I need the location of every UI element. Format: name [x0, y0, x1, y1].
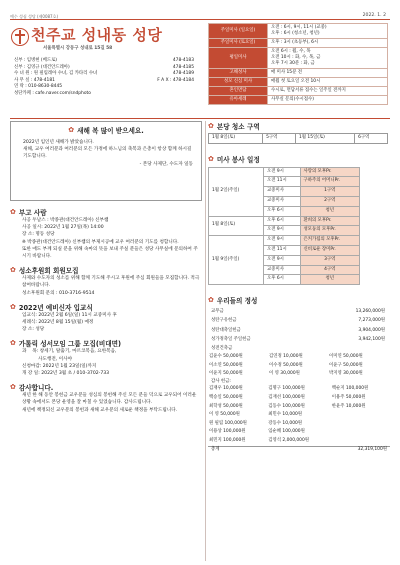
- section-heading-cleaning: ✿ 본당 청소 구역: [208, 122, 260, 131]
- schedule-row: 평일미사 오전 6시 : 월, 수, 목 오전 10시 : 화, 수, 목, 금 오후 7시 30분 : 화, 금: [209, 48, 388, 69]
- table-row: 1월 8일(토) 오후 6시 환희의 모후Pr.: [209, 216, 360, 226]
- table-row: 성탄구유헌금 7,273,000원: [211, 318, 385, 324]
- offering-total: 총계 32,319,100원: [208, 446, 390, 454]
- schedule-row: 고해성사 매 미사 15분 전: [209, 69, 388, 78]
- staff-list: [14, 58, 194, 98]
- table-row: 1월 8일(토) 5구역 1월 15일(토) 6구역: [209, 134, 388, 144]
- table-row: 오전 11시 구하주의 어머니Pr.: [209, 177, 360, 187]
- building-fund-heading: 성전건축금: [211, 346, 233, 352]
- bulletin-number: 예수 성심 성당 (제0087호): [10, 14, 59, 19]
- left-column: [10, 207, 202, 414]
- table-row: 교중미사 4구역: [209, 265, 360, 275]
- paragraph: 사공 두날스 : 박종관(대건안드레아) 신부쌤: [22, 218, 109, 223]
- schedule-row: 주일미사 (일요일) 오전 : 6시, 9시, 11시 (교중) 오후 : 6시 (청소년, 청년): [209, 24, 388, 39]
- schedule-row: 주일미사 (토요일) 오후 : 3시 (초등부), 6시: [209, 39, 388, 48]
- staff-row: 신부 : 김영규 (대건안드레아) 478-4185: [14, 64, 194, 70]
- paragraph: 개 강 일: 2022년 3월 초 / 010-3702-733: [22, 371, 110, 377]
- table-row: 백승일 50,000원 김재선 100,000원 이용주 50,000원: [209, 394, 366, 400]
- paragraph: 새년 한 해 동안 봉헌금 교우분들 성심의 봉헌해 주신 모든 분들 덕으로 교우되어 이러운 상황 속에서도 본당 운영을 잘 마칠 수 있었습니다. 감사드립니다.: [22, 393, 197, 406]
- mass-duty-table: [208, 167, 360, 286]
- table-row: 교무금 13,260,000원: [211, 309, 385, 315]
- paragraph: 사제와 수도자의 성소를 위해 함께 기도해 주시고 후원에 주심 회원들을 모집합니다. 적극 참여바랍니다.: [22, 276, 200, 289]
- schedule-row: 혼인면담 수시로, 면담서류 접수는 일주일 전까지: [209, 87, 388, 96]
- staff-row: 수 녀 원 : 원 필립레아 수녀, 김 카타리 수녀 478-4189: [14, 71, 194, 77]
- staff-row: 연 락 : 010-8630-8445: [14, 84, 63, 90]
- section-heading-thanks: ✿ 감사합니다.: [10, 383, 54, 393]
- table-row: 1월 9일(주일) 오전 9시 은커가됨의 모후Pr.: [209, 236, 360, 246]
- paragraph: 과 목: 창세기, 탈출기, 마르코복음, 요한복음,: [22, 349, 117, 355]
- church-address: 서울특별시 강동구 성내로 15길 58: [43, 46, 113, 51]
- notice-heading: ✿ 새해 복 많이 받으세요.: [68, 126, 144, 135]
- bulletin-date: 2022. 1. 2: [362, 13, 386, 18]
- staff-row: 사 무 실 : 478-4181 F A X : 478-4184: [14, 77, 194, 83]
- church-logo-icon: [11, 27, 29, 47]
- flower-icon: ✿: [10, 339, 16, 348]
- section-heading-offering: ✿ 우리들의 정성: [208, 296, 258, 306]
- table-row: 최학성 50,000원 김동수 100,000원 한윤주 10,000원: [209, 403, 366, 409]
- paragraph: 사공 일시: 2022년 1월 27일(목) 14:00: [22, 225, 104, 231]
- mass-schedule-table: [208, 23, 388, 105]
- table-row: 성가정축일 주일헌금 3,942,100원: [211, 337, 385, 343]
- section-heading-mass-duty: ✿ 미사 봉사 일정: [208, 154, 260, 164]
- paragraph: 성소후원회 문의 : 010-3716-9514: [22, 290, 95, 296]
- table-row: 1월 2일(주일) 오전 9시 사랑의 모후Pr.: [209, 167, 360, 177]
- table-row: 이용상 100,000원 임순혜 100,000원: [209, 429, 305, 435]
- schedule-row: 성모 신심 미사 매월 첫 토요일 오전 10시: [209, 78, 388, 87]
- table-row: 이윤지 50,000원 이 영 30,000원 박지영 30,000원: [209, 371, 363, 377]
- flower-icon: ✿: [208, 296, 214, 305]
- paragraph: 세례식: 2022년 8월 15일(월) 예정: [22, 320, 94, 326]
- flower-icon: ✿: [208, 122, 214, 130]
- new-year-notice: [10, 121, 202, 201]
- flower-icon: ✿: [68, 126, 75, 134]
- table-row: 오후 6시 청년: [209, 275, 360, 285]
- table-row: 원 필립 100,000원 강동수 10,000원: [209, 420, 303, 426]
- thanks-heading: 감사 헌금:: [211, 378, 231, 384]
- right-column: [208, 121, 390, 454]
- table-row: 교중미사 1구역: [209, 187, 360, 197]
- paragraph: 또한 애도 부께 되실 분을 위해 속마의 뜻을 보내 주실 분들은 성당 사무실에 문의하여 주시기 바랍니다.: [22, 246, 198, 260]
- table-row: 오전 9시 3구역: [209, 255, 360, 265]
- table-row: 오후 6시 청년: [209, 206, 360, 216]
- table-row: 성탄대축일헌금 3,904,000원: [211, 327, 385, 333]
- table-row: 교중미사 2구역: [209, 196, 360, 206]
- flower-icon: ✿: [208, 154, 214, 163]
- table-row: 김윤수 50,000원 김연정 10,000원 이미연 50,000원: [209, 353, 363, 359]
- staff-row: 신부 : 임병현 (베드로) 478-4183: [14, 58, 194, 63]
- column-divider: [205, 121, 206, 561]
- notice-body: 2022년 임인년 새해가 밝았습니다. 새해, 교우 여러분과 여러분의 모든 가정에 하느님의 축복과 은총이 항상 함께 하시길 기도합니다.: [23, 140, 192, 160]
- thanks-table: [208, 385, 388, 445]
- flower-icon: ✿: [10, 266, 16, 275]
- table-row: 이 영 50,000원 최민수 10,000원: [209, 412, 303, 418]
- flower-icon: ✿: [10, 208, 16, 216]
- table-row: 최민지 100,000원 김영석 2,000,000원: [209, 437, 310, 443]
- flower-icon: ✿: [10, 383, 16, 392]
- notice-signature: - 본당 사제단, 수도자 일동: [139, 161, 193, 167]
- paragraph: 사도행전, 이사야: [22, 356, 73, 362]
- table-row: 김재우 10,000원 김명구 100,000원 백순지 100,000원: [209, 386, 369, 392]
- paragraph: 장 소: 명동 성당: [22, 232, 55, 238]
- offering-table: [208, 307, 388, 344]
- paragraph: 입교식: 2022년 2월 6일(일) 11시 교중미사 후: [22, 312, 117, 318]
- header-rule: [10, 19, 390, 20]
- table-row: 이소연 50,000원 이수정 50,000원 이윤구 50,000원: [209, 362, 363, 368]
- paragraph: 새년에 책정되신 교우분의 봉헌과 새해 교우분의 새로운 책정을 부탁드립니다.: [22, 407, 178, 413]
- section-heading-obituary: ✿ 부고 사람: [10, 208, 47, 217]
- section-rule: [10, 118, 390, 119]
- paragraph: 신청마감: 2022년 1월 23일(일)까지: [22, 363, 97, 369]
- section-heading-vocation: ✿ 성소후원회 회원모집: [10, 266, 79, 276]
- table-row: 오전 11시 신비로운 장미Pr.: [209, 245, 360, 255]
- paragraph: ※ 박종관(대건안드레아) 신부쌤의 부제시공예 교우 여러분의 기도를 청합니다.: [22, 239, 179, 245]
- section-heading-catechumen: ✿ 2022년 예비신자 입교식: [10, 302, 93, 312]
- paragraph: 장 소: 성당: [22, 327, 45, 333]
- building-fund-table: [208, 353, 388, 379]
- schedule-row: 유아세례 사무실 문의(수시접수): [209, 96, 388, 105]
- cafe-link[interactable]: 성단카페 : cafe.naver.com/sndphoto: [14, 90, 91, 96]
- section-heading-bible-group: ✿ 가톨릭 성서모임 그룹 모집(비대면): [10, 339, 121, 349]
- table-row: 오전 9시 성모둥의 모후Pr.: [209, 226, 360, 236]
- cleaning-table: [208, 133, 388, 144]
- flower-icon: ✿: [10, 302, 16, 311]
- church-title: 천주교 성내동 성당: [31, 26, 163, 44]
